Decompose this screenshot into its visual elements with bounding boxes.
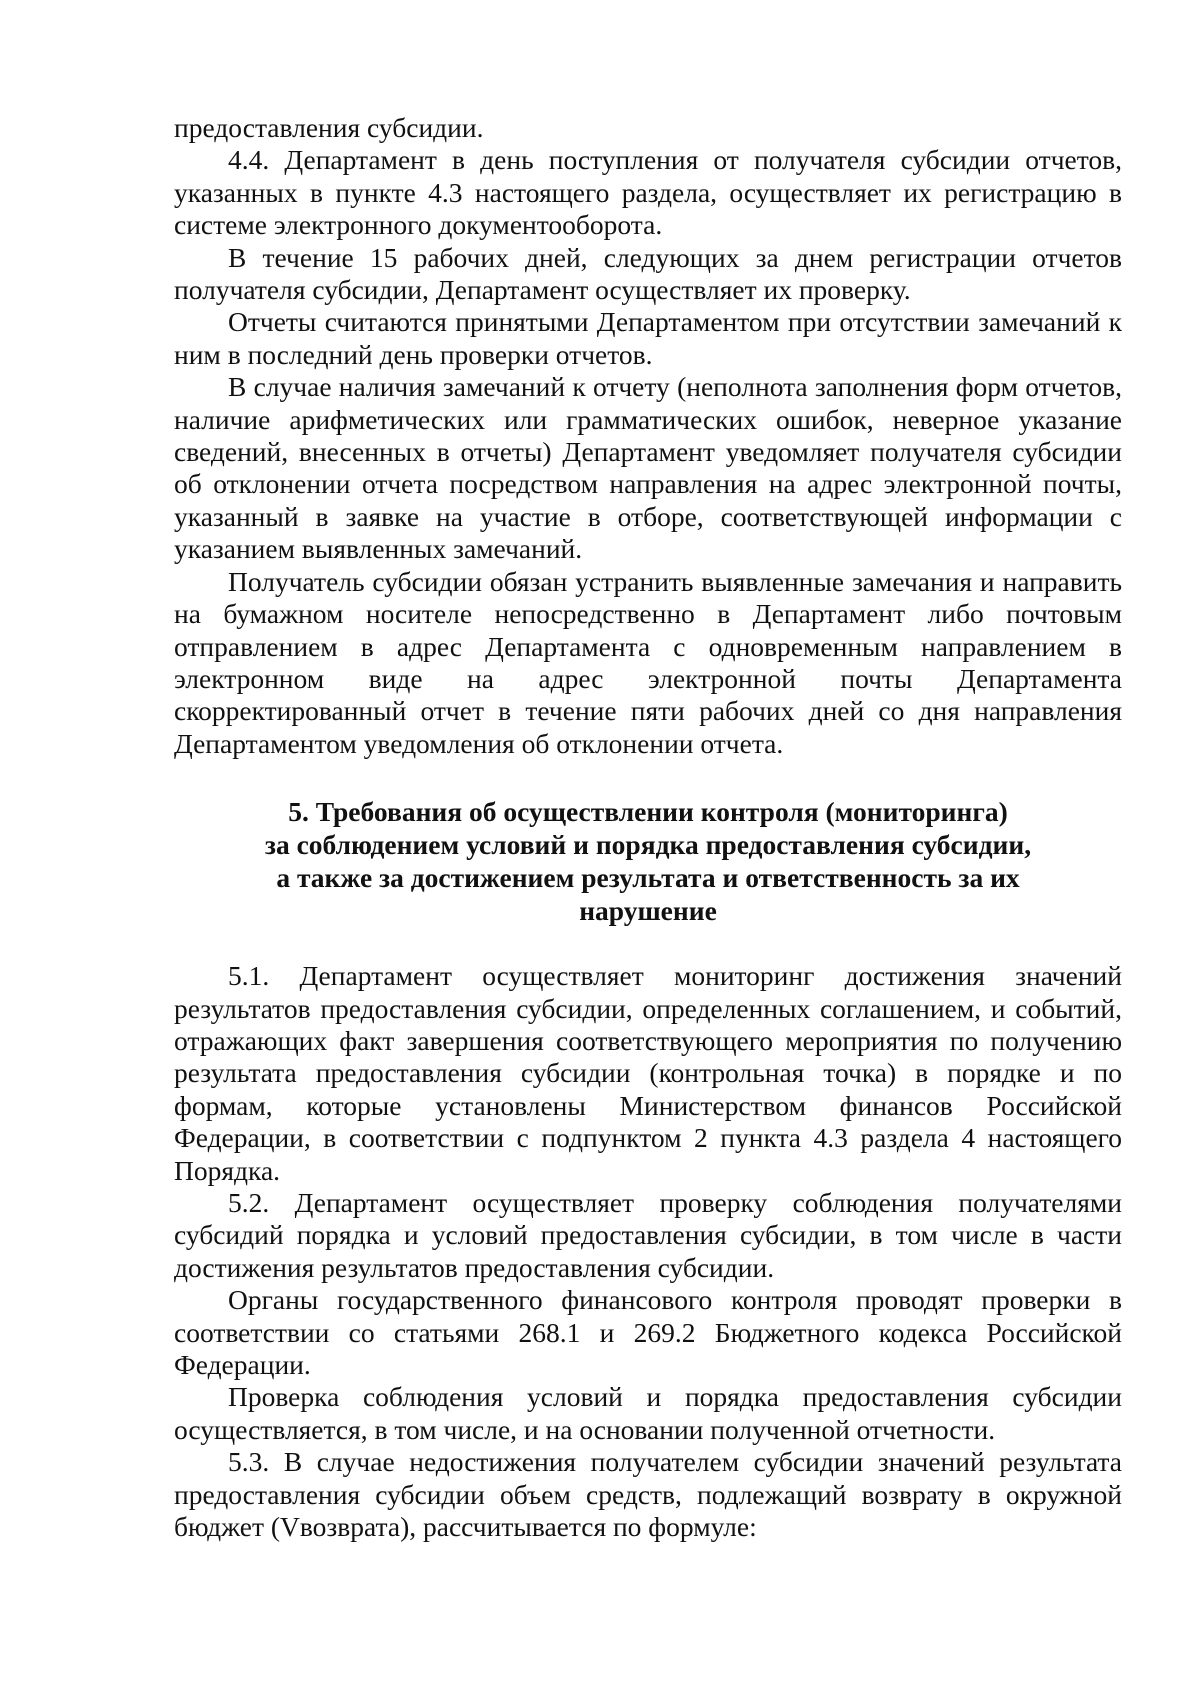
paragraph-continuation: предоставления субсидии. [174, 112, 484, 143]
paragraph-4-4: 4.4. Департамент в день поступления от получателя субсидии отчетов, указанных в пункте 4.3 настоящего раздела, осуществляет их регистрацию в системе электронного документооборота. [174, 144, 1122, 241]
section-5-heading [174, 795, 1122, 927]
section-5-heading-line: нарушение [579, 895, 717, 927]
paragraph-reports-accepted: Отчеты считаются принятыми Департаментом при отсутствии замечаний к ним в последний день проверки отчетов. [174, 306, 1122, 370]
paragraph-5-1: 5.1. Департамент осуществляет мониторинг достижения значений результатов предоставления субсидии, определенных соглашением, и событий, отражающих факт завершения соответствующего мероприятия по получению результата предоставления субсидии (контрольная точка) в порядке и по формам, которые установлены Министерством финансов Российской Федерации, в соответствии с подпунктом 2 пункта 4.3 раздела 4 настоящего Порядка. [174, 960, 1122, 1186]
paragraph-5-3: 5.3. В случае недостижения получателем субсидии значений результата предоставления субсидии объем средств, подлежащий возврату в окружной бюджет (Vвозврата), рассчитывается по формуле: [174, 1446, 1122, 1543]
document-page [174, 112, 1122, 1543]
paragraph-remarks: В случае наличия замечаний к отчету (неполнота заполнения форм отчетов, наличие арифметических или грамматических ошибок, неверное указание сведений, внесенных в отчеты) Департамент уведомляет получателя субсидии об отклонении отчета посредством направления на адрес электронной почты, указанный в заявке на участие в отборе, соответствующей информации с указанием выявленных замечаний. [174, 371, 1122, 565]
section-5-heading-line: 5. Требования об осуществлении контроля (мониторинга) [288, 796, 1008, 828]
paragraph-review-period: В течение 15 рабочих дней, следующих за днем регистрации отчетов получателя субсидии, Департамент осуществляет их проверку. [174, 241, 1122, 306]
paragraph-financial-control: Органы государственного финансового контроля проводят проверки в соответствии со статьями 268.1 и 269.2 Бюджетного кодекса Российской Федерации. [174, 1284, 1122, 1380]
paragraph-compliance-check: Проверка соблюдения условий и порядка предоставления субсидии осуществляется, в том числе, и на основании полученной отчетности. [174, 1381, 1122, 1445]
paragraph-5-2: 5.2. Департамент осуществляет проверку соблюдения получателями субсидий порядка и условий предоставления субсидии, в том числе в части достижения результатов предоставления субсидии. [174, 1186, 1122, 1283]
section-5-heading-line: за соблюдением условий и порядка предоставления субсидии, [264, 829, 1032, 861]
section-5-heading-line: а также за достижением результата и ответственность за их [276, 862, 1020, 894]
paragraph-recipient-obligation: Получатель субсидии обязан устранить выявленные замечания и направить на бумажном носителе непосредственно в Департамент либо почтовым отправлением в адрес Департамента с одновременным направлением в электронном виде на адрес электронной почты Департамента скорректированный отчет в течение пяти рабочих дней со дня направления Департаментом уведомления об отклонении отчета. [174, 565, 1122, 759]
